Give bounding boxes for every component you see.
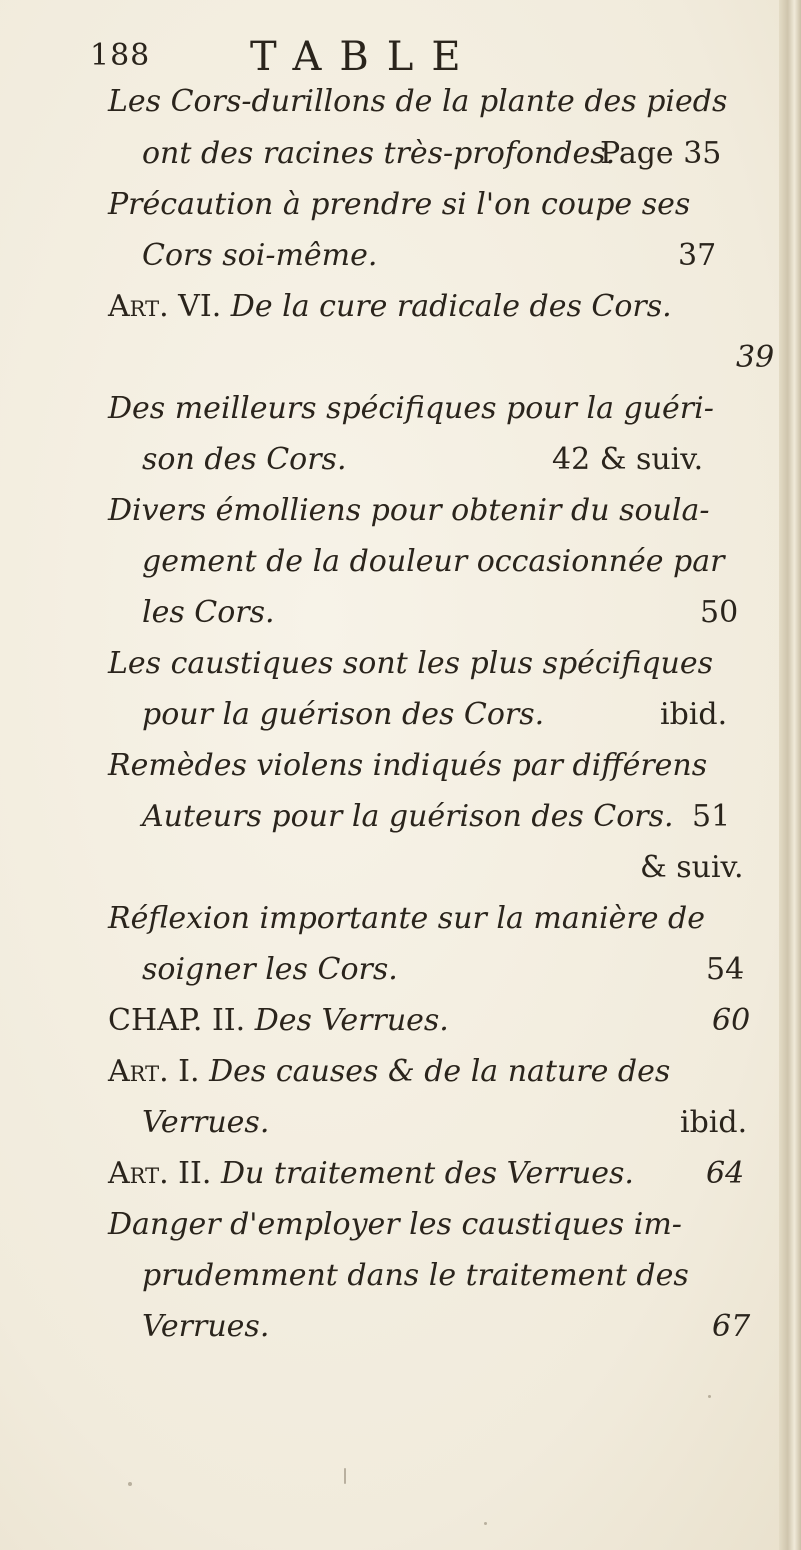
chapter-label: CHAP. II. <box>108 1003 246 1038</box>
toc-line <box>108 1154 634 1194</box>
paper-speck <box>708 1395 711 1398</box>
entry-page: 60 <box>712 1003 751 1038</box>
paper-speck <box>128 1482 132 1486</box>
page-gutter <box>779 0 801 1550</box>
entry-text: Des meilleurs spécifiques pour la guéri- <box>108 391 714 426</box>
paper-speck <box>484 1522 487 1525</box>
article-label: Art. I. <box>108 1054 200 1089</box>
toc-line <box>108 491 709 531</box>
entry-text: Danger d'employer les caustiques im- <box>108 1207 682 1242</box>
entry-text: les Cors. <box>142 595 275 630</box>
entry-text: Précaution à prendre si l'on coupe ses <box>108 187 691 222</box>
article-label: Art. II. <box>108 1156 212 1191</box>
toc-line <box>142 593 275 633</box>
toc-line <box>142 440 347 480</box>
entry-text: Les Cors-durillons de la plante des pieds <box>108 84 728 119</box>
entry-page: 64 <box>706 1156 745 1191</box>
toc-line <box>142 134 615 174</box>
toc-line <box>108 389 714 429</box>
entry-page: 37 <box>678 238 717 273</box>
toc-line <box>142 950 398 990</box>
page-number: 188 <box>90 38 151 73</box>
entry-text: pour la guérison des Cors. <box>142 697 545 732</box>
entry-text: soigner les Cors. <box>142 952 398 987</box>
entry-text: Les caustiques sont les plus spécifiques <box>108 646 714 681</box>
entry-page: 50 <box>700 595 739 630</box>
toc-line <box>142 695 544 735</box>
entry-text: gement de la douleur occasionnée par <box>142 544 725 579</box>
entry-text: son des Cors. <box>142 442 347 477</box>
entry-text: Réflexion importante sur la manière de <box>108 901 705 936</box>
entry-text: Des Verrues. <box>254 1003 449 1038</box>
entry-text: prudemment dans le traitement des <box>142 1258 689 1293</box>
entry-page: 51 <box>692 799 731 834</box>
entry-text: Cors soi-même. <box>142 238 378 273</box>
toc-line <box>108 746 707 786</box>
entry-page: ibid. <box>660 697 728 732</box>
article-label: Art. VI. <box>108 289 222 324</box>
toc-line <box>108 644 713 684</box>
toc-line <box>142 797 674 837</box>
entry-text: Verrues. <box>142 1105 270 1140</box>
entry-text: De la cure radicale des Cors. <box>230 289 672 324</box>
entry-page: 67 <box>712 1309 751 1344</box>
entry-text: Divers émolliens pour obtenir du soula- <box>108 493 710 528</box>
entry-page: 54 <box>706 952 745 987</box>
toc-line <box>108 287 672 327</box>
toc-line <box>142 1307 269 1347</box>
paper-speck <box>344 1468 346 1484</box>
entry-page: Page 35 <box>600 136 722 171</box>
toc-line <box>142 236 377 276</box>
toc-line <box>108 1001 449 1041</box>
toc-line <box>108 899 705 939</box>
toc-line <box>108 1052 670 1092</box>
toc-line <box>142 542 724 582</box>
page-header <box>90 34 740 88</box>
running-title: TABLE <box>250 34 479 80</box>
entry-text: Remèdes violens indiqués par différens <box>108 748 708 783</box>
entry-text: Du traitement des Verrues. <box>220 1156 634 1191</box>
entry-text: ont des racines très-profondes. <box>142 136 616 171</box>
toc-line <box>108 1205 682 1245</box>
toc-line <box>142 1103 269 1143</box>
entry-text: Auteurs pour la guérison des Cors. <box>142 799 674 834</box>
toc-line <box>142 1256 689 1296</box>
entry-text: Des causes & de la nature des <box>209 1054 671 1089</box>
toc-line <box>108 82 727 122</box>
toc-line <box>108 185 690 225</box>
entry-text: Verrues. <box>142 1309 270 1344</box>
entry-page: & suiv. <box>640 850 744 885</box>
entry-page: ibid. <box>680 1105 748 1140</box>
entry-page: 42 & suiv. <box>552 442 704 477</box>
entry-page: 39 <box>736 340 775 375</box>
